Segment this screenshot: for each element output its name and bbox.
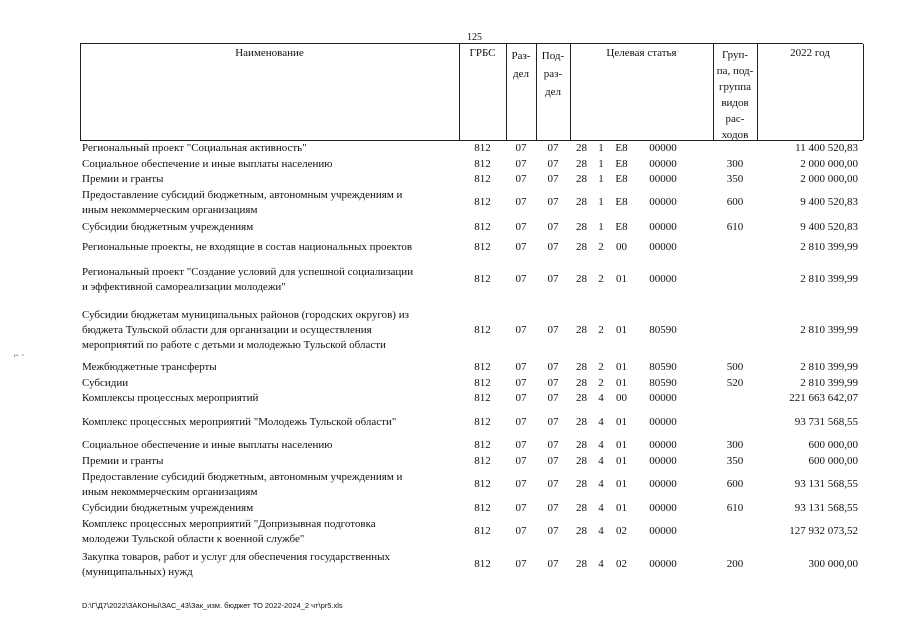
row-grbs: 812 xyxy=(474,141,491,154)
row-amount: 9 400 520,83 xyxy=(800,220,858,233)
row-t3: 01 xyxy=(616,273,627,285)
row-name-line: Региональный проект "Создание условий для успешной социализации xyxy=(82,266,414,278)
row-t1: 28 xyxy=(576,220,587,233)
row-t4: 00000 xyxy=(649,525,677,537)
row-t3: 01 xyxy=(616,438,627,451)
row-t2: 1 xyxy=(598,157,604,170)
row-t1: 28 xyxy=(576,273,587,285)
table-row xyxy=(80,141,863,156)
row-name-line: Субсидии бюджетным учреждениям xyxy=(82,502,254,514)
row-t1: 28 xyxy=(576,172,587,185)
row-amount: 127 932 073,52 xyxy=(789,525,858,537)
row-razdel: 07 xyxy=(515,558,527,570)
table-row xyxy=(80,157,863,172)
row-name-line: Предоставление субсидий бюджетным, автономным учреждениям и xyxy=(82,471,403,483)
row-razdel: 07 xyxy=(515,323,527,336)
row-t4: 00000 xyxy=(649,478,677,490)
row-name xyxy=(82,376,128,391)
row-name xyxy=(82,265,413,295)
row-grbs: 812 xyxy=(474,376,491,389)
row-grbs: 812 xyxy=(474,323,491,336)
row-razdel: 07 xyxy=(515,478,527,490)
row-grbs: 812 xyxy=(474,157,491,170)
footer-file-path: D:\Г\Д7\2022\ЗАКОНЫ\ЗАС_43\Зак_изм. бюджет ТО 2022-2024_2 чт\pr5.xls xyxy=(82,601,343,610)
row-group: 500 xyxy=(726,360,744,373)
row-t4: 00000 xyxy=(649,391,677,404)
row-razdel: 07 xyxy=(515,525,527,537)
row-group: 610 xyxy=(726,501,744,514)
row-t3: 01 xyxy=(616,376,627,389)
row-name xyxy=(82,517,376,547)
row-name xyxy=(82,157,333,172)
row-amount: 9 400 520,83 xyxy=(800,196,858,208)
row-group: 350 xyxy=(726,454,744,467)
table-row xyxy=(80,188,863,218)
row-razdel: 07 xyxy=(515,438,527,451)
row-amount: 2 810 399,99 xyxy=(800,240,858,253)
row-razdel: 07 xyxy=(515,376,527,389)
row-podrazdel: 07 xyxy=(547,454,559,467)
table-row xyxy=(80,265,863,295)
table-row xyxy=(80,376,863,391)
header-group: Груп- па, под- группа видов рас- ходов xyxy=(716,49,754,141)
row-grbs: 812 xyxy=(474,525,491,537)
row-t2: 2 xyxy=(598,323,604,336)
row-razdel: 07 xyxy=(515,196,527,208)
table-row xyxy=(80,172,863,187)
row-t2: 2 xyxy=(598,360,604,373)
row-t3: E8 xyxy=(615,157,628,170)
row-t2: 4 xyxy=(598,501,604,514)
row-name-line: (муниципальных) нужд xyxy=(82,566,193,578)
row-t1: 28 xyxy=(576,157,587,170)
row-t2: 4 xyxy=(598,558,604,570)
row-razdel: 07 xyxy=(515,454,527,467)
row-grbs: 812 xyxy=(474,172,491,185)
row-name-line: и эффективной самореализации молодежи" xyxy=(82,281,286,293)
row-podrazdel: 07 xyxy=(547,415,559,428)
row-t1: 28 xyxy=(576,240,587,253)
row-t4: 00000 xyxy=(649,415,677,428)
row-razdel: 07 xyxy=(515,141,527,154)
row-t2: 4 xyxy=(598,525,604,537)
row-t1: 28 xyxy=(576,501,587,514)
row-group: 350 xyxy=(726,172,744,185)
row-t1: 28 xyxy=(576,323,587,336)
row-name-line: Комплекс процессных мероприятий "Допризывная подготовка xyxy=(82,518,376,530)
table-row xyxy=(80,454,863,469)
row-name-line: бюджета Тульской области для организации и осуществления xyxy=(82,324,372,336)
row-t3: 02 xyxy=(616,525,627,537)
row-name xyxy=(82,501,253,516)
row-t2: 4 xyxy=(598,391,604,404)
header-podrazdel: Под- раз- дел xyxy=(541,50,565,98)
row-t2: 2 xyxy=(598,376,604,389)
row-name-line: Закупка товаров, работ и услуг для обеспечения государственных xyxy=(82,551,391,563)
row-name-line: Премии и гранты xyxy=(82,173,164,185)
row-name xyxy=(82,470,402,500)
row-t2: 4 xyxy=(598,454,604,467)
row-group: 200 xyxy=(726,558,744,570)
row-podrazdel: 07 xyxy=(547,391,559,404)
row-name-line: Премии и гранты xyxy=(82,455,164,467)
row-t4: 00000 xyxy=(649,172,677,185)
row-t2: 2 xyxy=(598,273,604,285)
row-grbs: 812 xyxy=(474,438,491,451)
row-name xyxy=(82,240,412,255)
row-name-line: мероприятий по работе с детьми и молодежью Тульской области xyxy=(82,339,386,351)
row-t3: E8 xyxy=(615,172,628,185)
row-t2: 1 xyxy=(598,172,604,185)
row-t1: 28 xyxy=(576,525,587,537)
table-row xyxy=(80,470,863,500)
row-t3: 01 xyxy=(616,323,627,336)
row-amount: 93 131 568,55 xyxy=(794,501,858,514)
table-row xyxy=(80,517,863,547)
row-amount: 221 663 642,07 xyxy=(789,391,858,404)
row-amount: 2 000 000,00 xyxy=(800,172,858,185)
row-amount: 2 810 399,99 xyxy=(800,273,858,285)
row-grbs: 812 xyxy=(474,391,491,404)
row-t1: 28 xyxy=(576,558,587,570)
row-t4: 80590 xyxy=(649,376,677,389)
row-t2: 1 xyxy=(598,196,604,208)
row-grbs: 812 xyxy=(474,501,491,514)
row-name-line: Межбюджетные трансферты xyxy=(82,361,217,373)
row-t4: 00000 xyxy=(649,273,677,285)
row-t3: 00 xyxy=(616,240,627,253)
row-t4: 00000 xyxy=(649,454,677,467)
row-group: 600 xyxy=(726,196,744,208)
row-name-line: Региональные проекты, не входящие в состав национальных проектов xyxy=(82,241,413,253)
stray-mark: ⌐ · xyxy=(14,350,25,360)
row-t1: 28 xyxy=(576,376,587,389)
table-row xyxy=(80,220,863,235)
row-t4: 00000 xyxy=(649,196,677,208)
row-name-line: Субсидии бюджетам муниципальных районов (городских округов) из xyxy=(82,309,409,321)
row-razdel: 07 xyxy=(515,501,527,514)
row-amount: 2 810 399,99 xyxy=(800,323,858,336)
header-razdel: Раз- дел xyxy=(511,50,531,80)
row-razdel: 07 xyxy=(515,157,527,170)
row-name-line: Социальное обеспечение и иные выплаты населению xyxy=(82,158,333,170)
row-podrazdel: 07 xyxy=(547,196,559,208)
table-row xyxy=(80,550,863,580)
row-razdel: 07 xyxy=(515,220,527,233)
row-razdel: 07 xyxy=(515,391,527,404)
header-year: 2022 год xyxy=(790,47,830,59)
row-name xyxy=(82,308,409,353)
row-t1: 28 xyxy=(576,391,587,404)
row-group: 610 xyxy=(726,220,744,233)
row-t3: 01 xyxy=(616,501,627,514)
row-name-line: иным некоммерческим организациям xyxy=(82,486,258,498)
row-name xyxy=(82,188,402,218)
row-t3: E8 xyxy=(615,196,628,208)
row-name xyxy=(82,438,333,453)
row-name-line: Социальное обеспечение и иные выплаты населению xyxy=(82,439,333,451)
row-group: 300 xyxy=(726,157,744,170)
row-name xyxy=(82,360,217,375)
row-podrazdel: 07 xyxy=(547,360,559,373)
row-t4: 00000 xyxy=(649,501,677,514)
row-t3: E8 xyxy=(615,141,628,154)
header-grbs: ГРБС xyxy=(469,47,496,59)
page-number: 125 xyxy=(467,32,482,43)
row-podrazdel: 07 xyxy=(547,273,559,285)
row-podrazdel: 07 xyxy=(547,438,559,451)
row-t4: 00000 xyxy=(649,141,677,154)
row-name xyxy=(82,454,163,469)
row-t2: 4 xyxy=(598,478,604,490)
row-t3: 01 xyxy=(616,454,627,467)
row-podrazdel: 07 xyxy=(547,240,559,253)
row-podrazdel: 07 xyxy=(547,220,559,233)
row-t3: 01 xyxy=(616,415,627,428)
table-row xyxy=(80,391,863,406)
row-t4: 00000 xyxy=(649,157,677,170)
row-name-line: Комплексы процессных мероприятий xyxy=(82,392,259,404)
row-name xyxy=(82,550,390,580)
row-podrazdel: 07 xyxy=(547,558,559,570)
row-podrazdel: 07 xyxy=(547,376,559,389)
row-t4: 80590 xyxy=(649,360,677,373)
row-t2: 4 xyxy=(598,438,604,451)
row-group: 520 xyxy=(726,376,744,389)
row-podrazdel: 07 xyxy=(547,172,559,185)
table-row xyxy=(80,360,863,375)
row-t4: 00000 xyxy=(649,558,677,570)
row-t4: 00000 xyxy=(649,438,677,451)
header-border-left xyxy=(80,44,81,140)
row-name-line: Региональный проект "Социальная активность" xyxy=(82,142,307,154)
row-t2: 4 xyxy=(598,415,604,428)
row-group: 300 xyxy=(726,438,744,451)
row-t1: 28 xyxy=(576,360,587,373)
table-row xyxy=(80,308,863,353)
row-t1: 28 xyxy=(576,196,587,208)
row-t3: E8 xyxy=(615,220,628,233)
row-name-line: Субсидии xyxy=(82,377,129,389)
row-t2: 2 xyxy=(598,240,604,253)
row-grbs: 812 xyxy=(474,478,491,490)
row-grbs: 812 xyxy=(474,196,491,208)
row-name xyxy=(82,141,307,156)
row-group: 600 xyxy=(726,478,744,490)
header-name: Наименование xyxy=(235,47,304,59)
row-t3: 02 xyxy=(616,558,627,570)
row-podrazdel: 07 xyxy=(547,478,559,490)
row-t2: 1 xyxy=(598,220,604,233)
row-podrazdel: 07 xyxy=(547,157,559,170)
row-t1: 28 xyxy=(576,478,587,490)
row-t3: 00 xyxy=(616,391,627,404)
row-t3: 01 xyxy=(616,360,627,373)
row-podrazdel: 07 xyxy=(547,141,559,154)
row-podrazdel: 07 xyxy=(547,323,559,336)
row-grbs: 812 xyxy=(474,240,491,253)
row-t3: 01 xyxy=(616,478,627,490)
row-name xyxy=(82,220,253,235)
row-razdel: 07 xyxy=(515,273,527,285)
row-t1: 28 xyxy=(576,141,587,154)
table-row xyxy=(80,501,863,516)
row-amount: 2 000 000,00 xyxy=(800,157,858,170)
row-t1: 28 xyxy=(576,415,587,428)
table-row xyxy=(80,240,863,255)
row-name xyxy=(82,172,163,187)
row-amount: 93 131 568,55 xyxy=(794,478,858,490)
row-grbs: 812 xyxy=(474,454,491,467)
row-podrazdel: 07 xyxy=(547,501,559,514)
row-razdel: 07 xyxy=(515,415,527,428)
row-t4: 00000 xyxy=(649,220,677,233)
row-t1: 28 xyxy=(576,438,587,451)
row-grbs: 812 xyxy=(474,558,491,570)
row-name xyxy=(82,415,396,430)
row-grbs: 812 xyxy=(474,220,491,233)
table-row xyxy=(80,415,863,430)
row-amount: 600 000,00 xyxy=(808,438,858,451)
row-grbs: 812 xyxy=(474,415,491,428)
row-t4: 00000 xyxy=(649,240,677,253)
row-razdel: 07 xyxy=(515,172,527,185)
row-grbs: 812 xyxy=(474,273,491,285)
row-name-line: Предоставление субсидий бюджетным, автономным учреждениям и xyxy=(82,189,403,201)
row-grbs: 812 xyxy=(474,360,491,373)
row-name-line: иным некоммерческим организациям xyxy=(82,204,258,216)
row-t1: 28 xyxy=(576,454,587,467)
table-row xyxy=(80,438,863,453)
row-amount: 300 000,00 xyxy=(808,558,858,570)
row-razdel: 07 xyxy=(515,360,527,373)
row-t2: 1 xyxy=(598,141,604,154)
row-amount: 2 810 399,99 xyxy=(800,360,858,373)
row-name xyxy=(82,391,258,406)
header-border-right xyxy=(863,44,864,140)
row-name-line: Комплекс процессных мероприятий "Молодежь Тульской области" xyxy=(82,416,397,428)
row-name-line: молодежи Тульской области к военной службе" xyxy=(82,533,305,545)
row-razdel: 07 xyxy=(515,240,527,253)
row-t4: 80590 xyxy=(649,323,677,336)
row-amount: 2 810 399,99 xyxy=(800,376,858,389)
row-amount: 93 731 568,55 xyxy=(794,415,858,428)
row-podrazdel: 07 xyxy=(547,525,559,537)
header-target: Целевая статья xyxy=(606,47,677,59)
row-name-line: Субсидии бюджетным учреждениям xyxy=(82,221,254,233)
row-amount: 600 000,00 xyxy=(808,454,858,467)
row-amount: 11 400 520,83 xyxy=(795,141,858,154)
table-header xyxy=(80,43,863,141)
